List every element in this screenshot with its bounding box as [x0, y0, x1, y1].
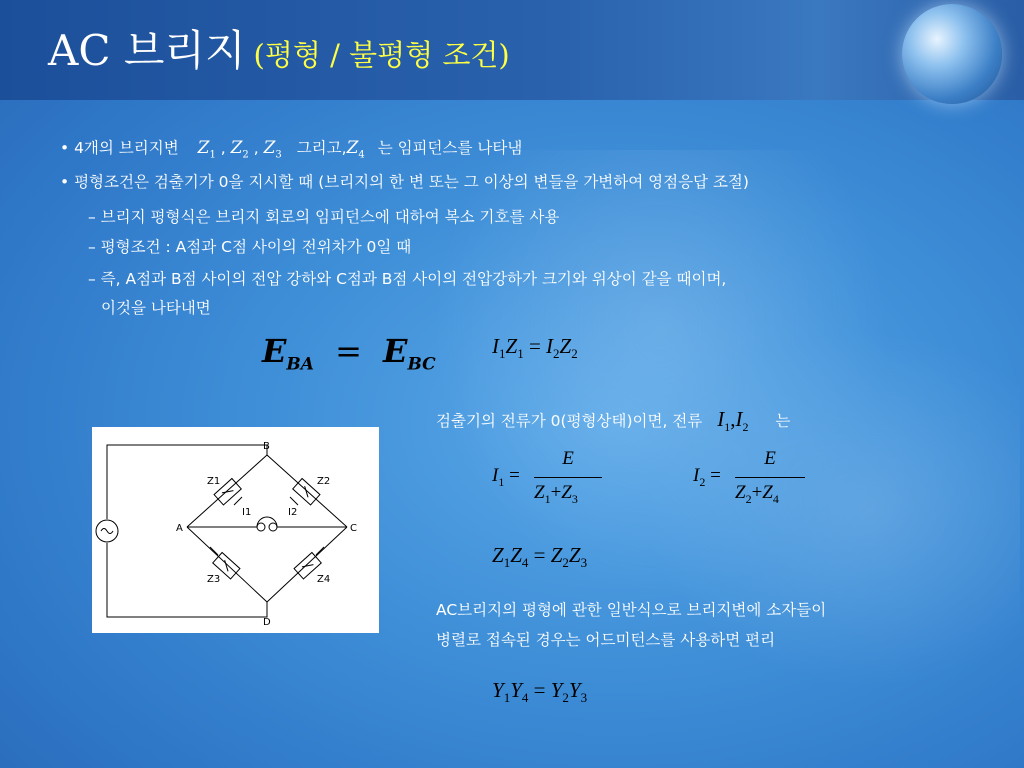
equation-y1y4-y2y3: $Y_1Y_4 = Y_2Y_3$	[492, 678, 588, 706]
i2-lhs: $I_2$ =	[693, 465, 721, 489]
z1-label: Z1	[207, 476, 221, 487]
bullet-2: • 평형조건은 검출기가 0을 지시할 때 (브리지의 한 변 또는 그 이상의 변들을 가변하여 영점응답 조절)	[60, 173, 749, 191]
z3-label: Z3	[207, 574, 221, 585]
bullet-1: • 4개의 브리지변 $Z_1$ , $Z_2$ , $Z_3$ 그리고$,Z_4$ 는 임피던스를 나타냄	[60, 138, 523, 161]
z4-label: Z4	[317, 574, 331, 585]
node-c-label: C	[350, 523, 357, 534]
node-d-label: D	[263, 617, 271, 628]
globe-image	[902, 4, 1002, 104]
i2-denominator: $Z_2+Z_4$	[735, 482, 779, 506]
equation-i2-fraction	[693, 448, 813, 518]
wire-b-c	[267, 455, 347, 527]
binary-decoration	[873, 8, 884, 19]
fraction-line	[534, 477, 602, 478]
detector-arc	[257, 517, 277, 527]
subitem-3-cont: 이것을 나타내면	[101, 299, 211, 317]
title-sub: (평형 / 불평형 조건)	[253, 38, 510, 72]
i2-numerator: E	[764, 448, 776, 469]
z2-symbol: $Z_2$	[230, 138, 249, 161]
detector-right	[269, 523, 277, 531]
equation-i1z1-i2z2: $I_1Z_1 = I_2Z_2$	[492, 334, 578, 362]
node-b-label: B	[263, 441, 270, 452]
fraction-line	[735, 477, 805, 478]
wire-b-a	[187, 455, 267, 527]
bullet-1-pre: • 4개의 브리지변	[60, 139, 179, 157]
equation-eba-ebc: $E_{BA} = E_{BC}$	[262, 332, 436, 375]
i1-lower-arrow	[210, 547, 218, 555]
page-title	[48, 18, 510, 78]
node-a-label: A	[176, 523, 183, 534]
equation-z1z4-z2z3: $Z_1Z_4 = Z_2Z_3$	[492, 543, 588, 571]
z2-label: Z2	[317, 476, 331, 487]
header-bar	[0, 0, 1024, 100]
admittance-text-2: 병렬로 접속된 경우는 어드미턴스를 사용하면 편리	[436, 631, 776, 649]
detector-current-text: 검출기의 전류가 0(평형상태)이면, 전류 $I_1,I_2$ 는	[436, 407, 791, 435]
title-main: AC 브리지	[48, 26, 246, 75]
bullet-1-mid: 그리고,	[296, 139, 347, 157]
i1-arrow	[234, 497, 242, 505]
equation-i1-fraction	[492, 448, 612, 518]
i1-denominator: $Z_1+Z_3$	[534, 482, 578, 506]
detector-left	[257, 523, 265, 531]
i2-label: I2	[288, 507, 298, 518]
bullet-1-post: 는 임피던스를 나타냄	[377, 139, 523, 157]
i1-numerator: E	[562, 448, 574, 469]
z3-symbol: $Z_3$	[263, 138, 282, 161]
i2-arrow	[290, 497, 298, 505]
bridge-circuit-diagram	[92, 427, 379, 633]
subitem-2: – 평형조건 : A점과 C점 사이의 전위차가 0일 때	[88, 238, 412, 256]
i1-lhs: $I_1$ =	[492, 465, 520, 489]
subitem-3: – 즉, A점과 B점 사이의 전압 강하와 C점과 B점 사이의 전압강하가 크기와 위상이 같을 때이며,	[88, 270, 727, 288]
subitem-1: – 브리지 평형식은 브리지 회로의 임피던스에 대하여 복소 기호를 사용	[88, 208, 560, 226]
i1-label: I1	[242, 507, 252, 518]
z4-symbol: $Z_4$	[346, 138, 365, 161]
wire-c-d	[267, 527, 347, 602]
i2-lower-arrow	[316, 547, 324, 555]
ac-source-wave	[101, 529, 113, 534]
admittance-text-1: AC브리지의 평형에 관한 일반식으로 브리지변에 소자들이	[436, 601, 827, 619]
wire-a-d	[187, 527, 267, 602]
z1-symbol: $Z_1$	[197, 138, 216, 161]
i1-i2-symbol: $I_1,I_2$	[717, 407, 749, 435]
